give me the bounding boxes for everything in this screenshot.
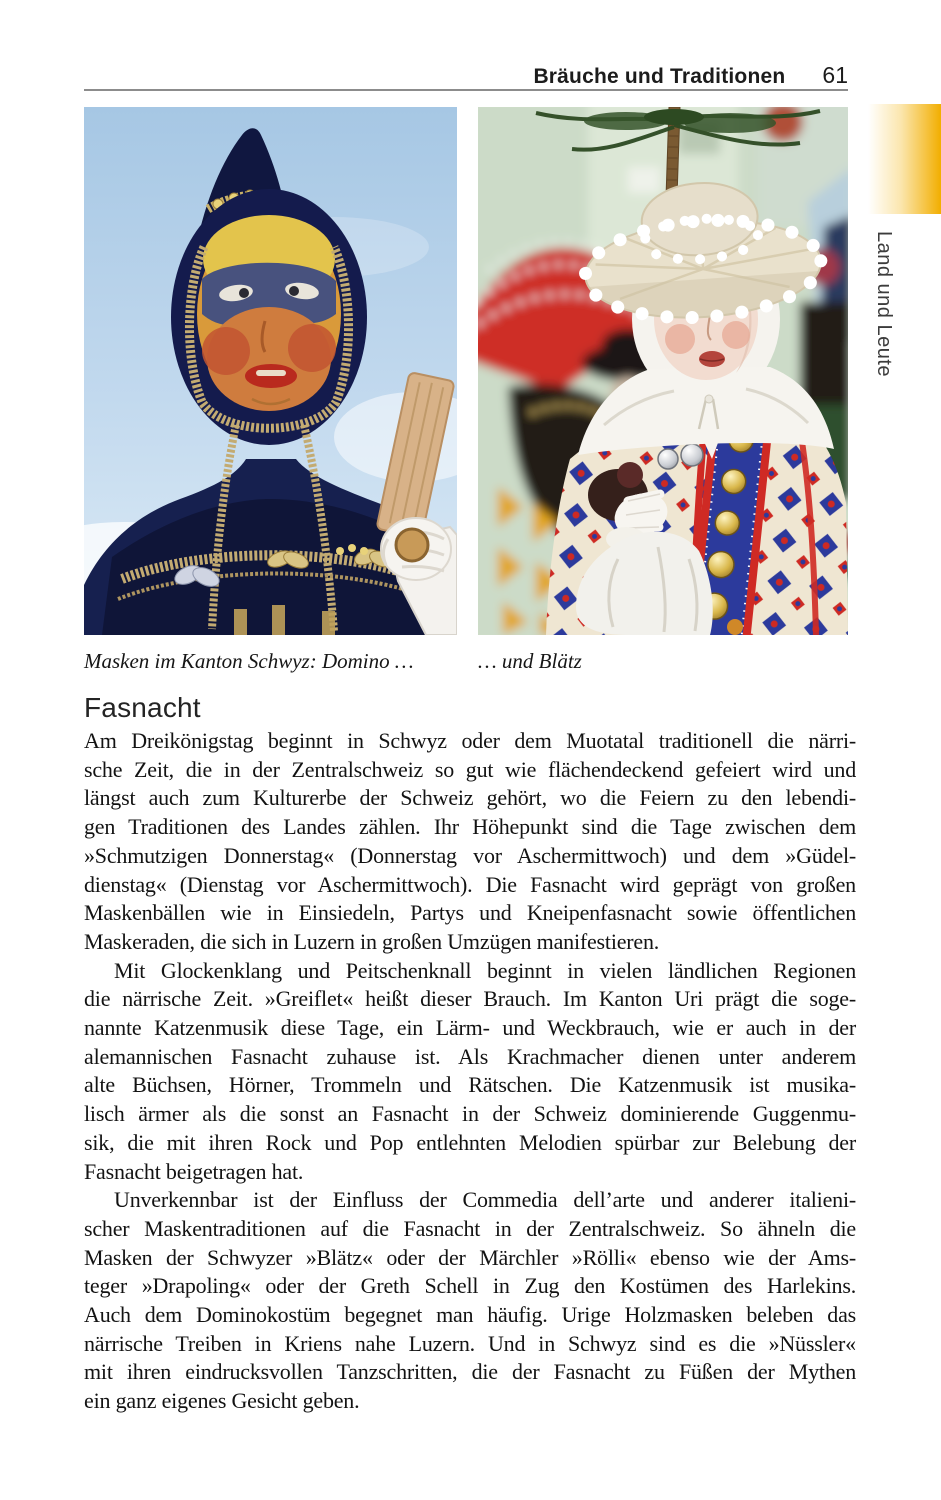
text-line: Maskenbällen wie in Einsiedeln, Partys und Kneipenfasnacht sowie öffentlichen <box>84 900 856 926</box>
text-line: Mit Glockenklang und Peitschenknall beginnt in vielen ländlichen Regionen <box>114 957 856 983</box>
text-line: die närrische Zeit. »Greiflet« heißt dieser Brauch. Im Kanton Uri prägt die soge- <box>84 986 856 1012</box>
blaetz-illustration <box>478 107 848 635</box>
header-rule <box>84 89 848 91</box>
page-header <box>84 62 848 89</box>
text-line: dienstag« (Dienstag vor Aschermittwoch). Die Fasnacht wird geprägt von großen <box>84 871 856 897</box>
text-line: nannte Katzenmusik diese Tage, ein Lärm- und Weckbrauch, wie er auch in der <box>84 1015 856 1041</box>
text-line: sik, die mit ihren Rock und Pop entlehnten Melodien spürbar zur Belebung der <box>84 1129 856 1155</box>
text-line: »Schmutzigen Donnerstag« (Donnerstag vor Aschermittwoch) und dem »Güdel- <box>84 842 856 868</box>
text-line: Auch dem Dominokostüm begegnet man häufig. Urige Holzmasken beleben das <box>84 1302 856 1328</box>
body-text <box>84 727 856 1416</box>
text-line: Fasnacht beigetragen hat. <box>84 1158 304 1184</box>
text-line: Unverkennbar ist der Einfluss der Commedia dell’arte und anderer italieni- <box>114 1187 856 1213</box>
chapter-tab-label: Land und Leute <box>873 231 895 378</box>
text-line: närrische Treiben in Kriens nahe Luzern. Und in Schwyz sind es die »Nüssler« <box>84 1330 856 1356</box>
text-line: sche Zeit, die in der Zentralschweiz so gut wie flächendeckend gefeiert wird und <box>84 756 856 782</box>
text-line: Masken der Schwyzer »Blätz« oder der Märchler »Rölli« ebenso wie der Ams- <box>84 1244 856 1270</box>
paragraph <box>84 727 856 957</box>
paragraph <box>84 957 856 1187</box>
domino-illustration <box>84 107 457 635</box>
text-line: gen Traditionen des Landes zählen. Ihr Höhepunkt sind die Tage zwischen dem <box>84 814 856 840</box>
header-title: Bräuche und Traditionen <box>533 65 786 88</box>
photo-domino-figure <box>84 107 457 635</box>
text-line: scher Maskentraditionen auf die Fasnacht in der Zentralschweiz. So ähneln die <box>84 1215 856 1241</box>
text-line: Am Dreikönigstag beginnt in Schwyz oder dem Muotatal traditionell die närri- <box>84 728 856 753</box>
text-line: mit ihren eindrucksvollen Tanzschritten, die der Fasnacht zu Füßen der Mythen <box>84 1359 856 1385</box>
photo-blaetz-figure <box>478 107 848 635</box>
text-line: lisch ärmer als die sonst an Fasnacht in der Schweiz dominierende Guggenmu- <box>84 1101 856 1127</box>
paragraph <box>84 1186 856 1416</box>
section-heading: Fasnacht <box>84 692 201 723</box>
page-number: 61 <box>822 62 848 88</box>
caption-right: … und Blätz <box>478 649 582 673</box>
text-line: alemannischen Fasnacht zuhause ist. Als Krachmacher dienen unter anderem <box>84 1043 856 1069</box>
text-line: ein ganz eigenes Gesicht geben. <box>84 1388 360 1414</box>
chapter-tab <box>868 104 941 214</box>
caption-left: Masken im Kanton Schwyz: Domino … <box>84 649 414 673</box>
text-line: Maskeraden, die sich in Luzern in großen Umzügen manifestieren. <box>84 928 660 954</box>
text-line: längst auch zum Kulturerbe der Schweiz gehört, wo die Feiern zu den lebendi- <box>84 785 856 811</box>
text-line: alte Büchsen, Hörner, Trommeln und Rätschen. Die Katzenmusik ist musika- <box>84 1072 856 1098</box>
text-line: teger »Drapoling« oder der Greth Schell in Zug den Kostümen des Harlekins. <box>84 1273 856 1299</box>
